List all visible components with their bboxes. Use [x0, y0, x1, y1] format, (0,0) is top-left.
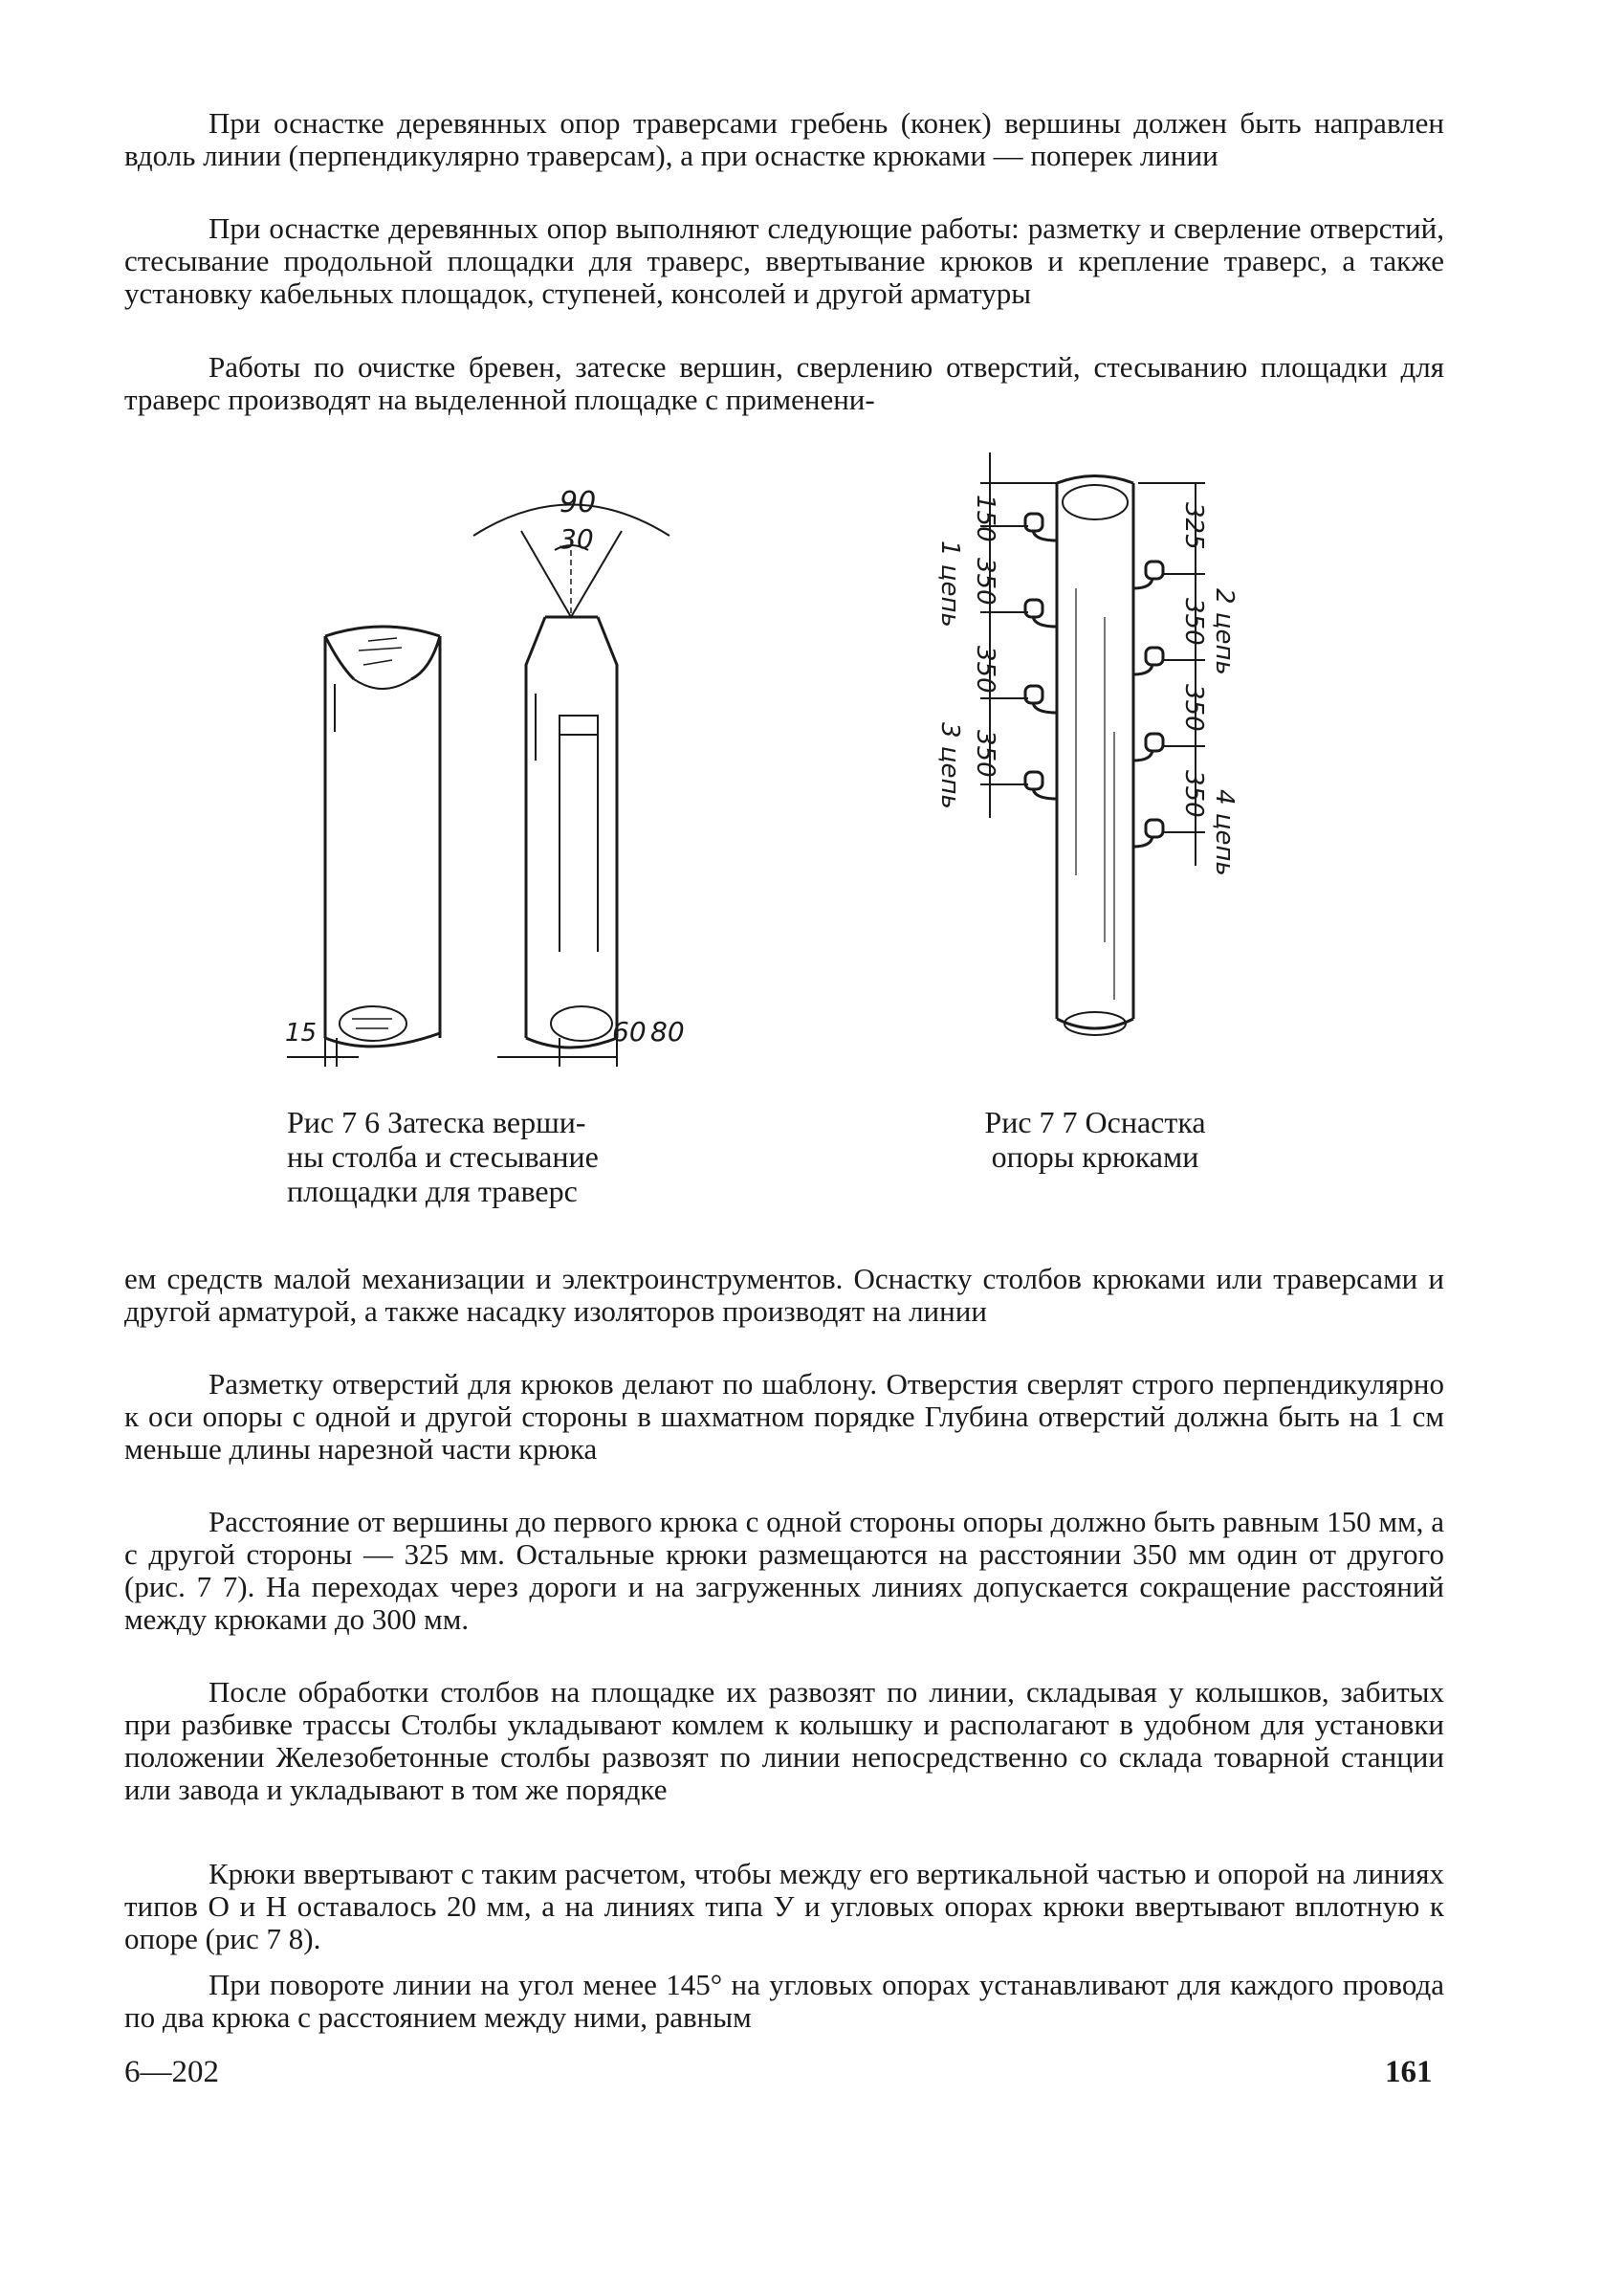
dim-angle-90: 90 [560, 486, 597, 519]
caption-line: Рис 7 7 Оснастка [984, 1105, 1206, 1139]
pole-right-outline [526, 617, 617, 1038]
caption-line: ны столба и стесывание [287, 1139, 599, 1174]
dim-right-350-c: 350 [1179, 770, 1208, 818]
figure-7-6-caption [287, 1105, 698, 1208]
label-1-chain: 1 цепь [935, 540, 964, 628]
paragraph-8: Крюки ввертывают с таким расчетом, чтобы между его вертикальной частью и опорой на линиях типов О и Н оставалось 20 мм, а на линиях типа У и угловых опорах крюки ввертывают вплотную к опоре (рис 7 8). [124, 1857, 1444, 1955]
page-number: 161 [1385, 2055, 1433, 2089]
label-3-chain: 3 цепь [935, 722, 964, 809]
dim-right-350-b: 350 [1179, 684, 1208, 732]
paragraph-2: При оснастке деревянных опор выполняют следующие работы: разметку и сверление отверстий, стесывание продольной площадки для траверс, ввертывание крюков и крепление траверс, а также установку кабельных площадок, ступеней, консолей и другой арматуры [124, 211, 1444, 310]
dim-left-350-c: 350 [971, 730, 999, 778]
label-4-chain: 4 цепь [1210, 789, 1239, 876]
pole-left-outline [325, 636, 440, 1038]
signature-mark: 6—202 [124, 2055, 219, 2089]
dim-right-325: 325 [1179, 502, 1208, 550]
figure-7-7 [909, 445, 1329, 1057]
paragraph-9: При повороте линии на угол менее 145° на угловых опорах устанавливают для каждого провода по два крюка с расстоянием между ними, равным [124, 1968, 1444, 2034]
dim-left-350-b: 350 [971, 646, 999, 694]
right-hooks [1133, 562, 1163, 847]
dim-80: 80 [650, 1016, 685, 1048]
paragraph-4: ем средств малой механизации и электроинструментов. Оснастку столбов крюками или траверсами и другой арматурой, а также насадку изоляторов производят на линии [124, 1262, 1444, 1328]
dim-15: 15 [285, 1019, 318, 1048]
paragraph-1: При оснастке деревянных опор траверсами гребень (конек) вершины должен быть направлен вдоль линии (перпендикулярно траверсам), а при оснастке крюками — поперек линии [124, 106, 1444, 172]
dim-left-150: 150 [971, 495, 999, 542]
caption-line: опоры крюками [991, 1139, 1199, 1174]
paragraph-5: Разметку отверстий для крюков делают по шаблону. Отверстия сверлят строго перпендикулярно к оси опоры с одной и другой стороны в шахматном порядке Глубина отверстий должна быть на 1 см меньше длины нарезной части крюка [124, 1367, 1444, 1466]
dim-right-350-a: 350 [1179, 598, 1208, 646]
dim-left-350-a: 350 [971, 558, 999, 606]
paragraph-6: Расстояние от вершины до первого крюка с одной стороны опоры должно быть равным 150 мм, а с другой стороны — 325 мм. Остальные крюки размещаются на расстоянии 350 мм один от другого (рис. 7 7). На переходах через дороги и на загруженных линиях допускается сокращение расстояний между крюками до 300 мм. [124, 1505, 1444, 1636]
pole-outline [1057, 483, 1133, 1019]
caption-line: площадки для траверс [287, 1174, 578, 1208]
figure-7-6 [268, 474, 727, 1067]
caption-line: Рис 7 6 Затеска верши- [287, 1105, 586, 1139]
figure-7-7-caption [942, 1105, 1248, 1174]
paragraph-7: После обработки столбов на площадке их развозят по линии, складывая у колышков, забитых при разбивке трассы Столбы укладывают комлем к колышку и располагают в удобном для установки положении Железобетонные столбы развозят по линии непосредственно со склада товарной станции или завода и укладывают в том же порядке [124, 1675, 1444, 1806]
label-2-chain: 2 цепь [1210, 588, 1239, 675]
dim-60: 60 [612, 1016, 647, 1048]
left-hooks [1025, 514, 1057, 799]
paragraph-3: Работы по очистке бревен, затеске вершин, сверлению отверстий, стесыванию площадки для траверс производят на выделенной площадке с применени- [124, 350, 1444, 416]
dim-width-30: 30 [560, 523, 594, 555]
